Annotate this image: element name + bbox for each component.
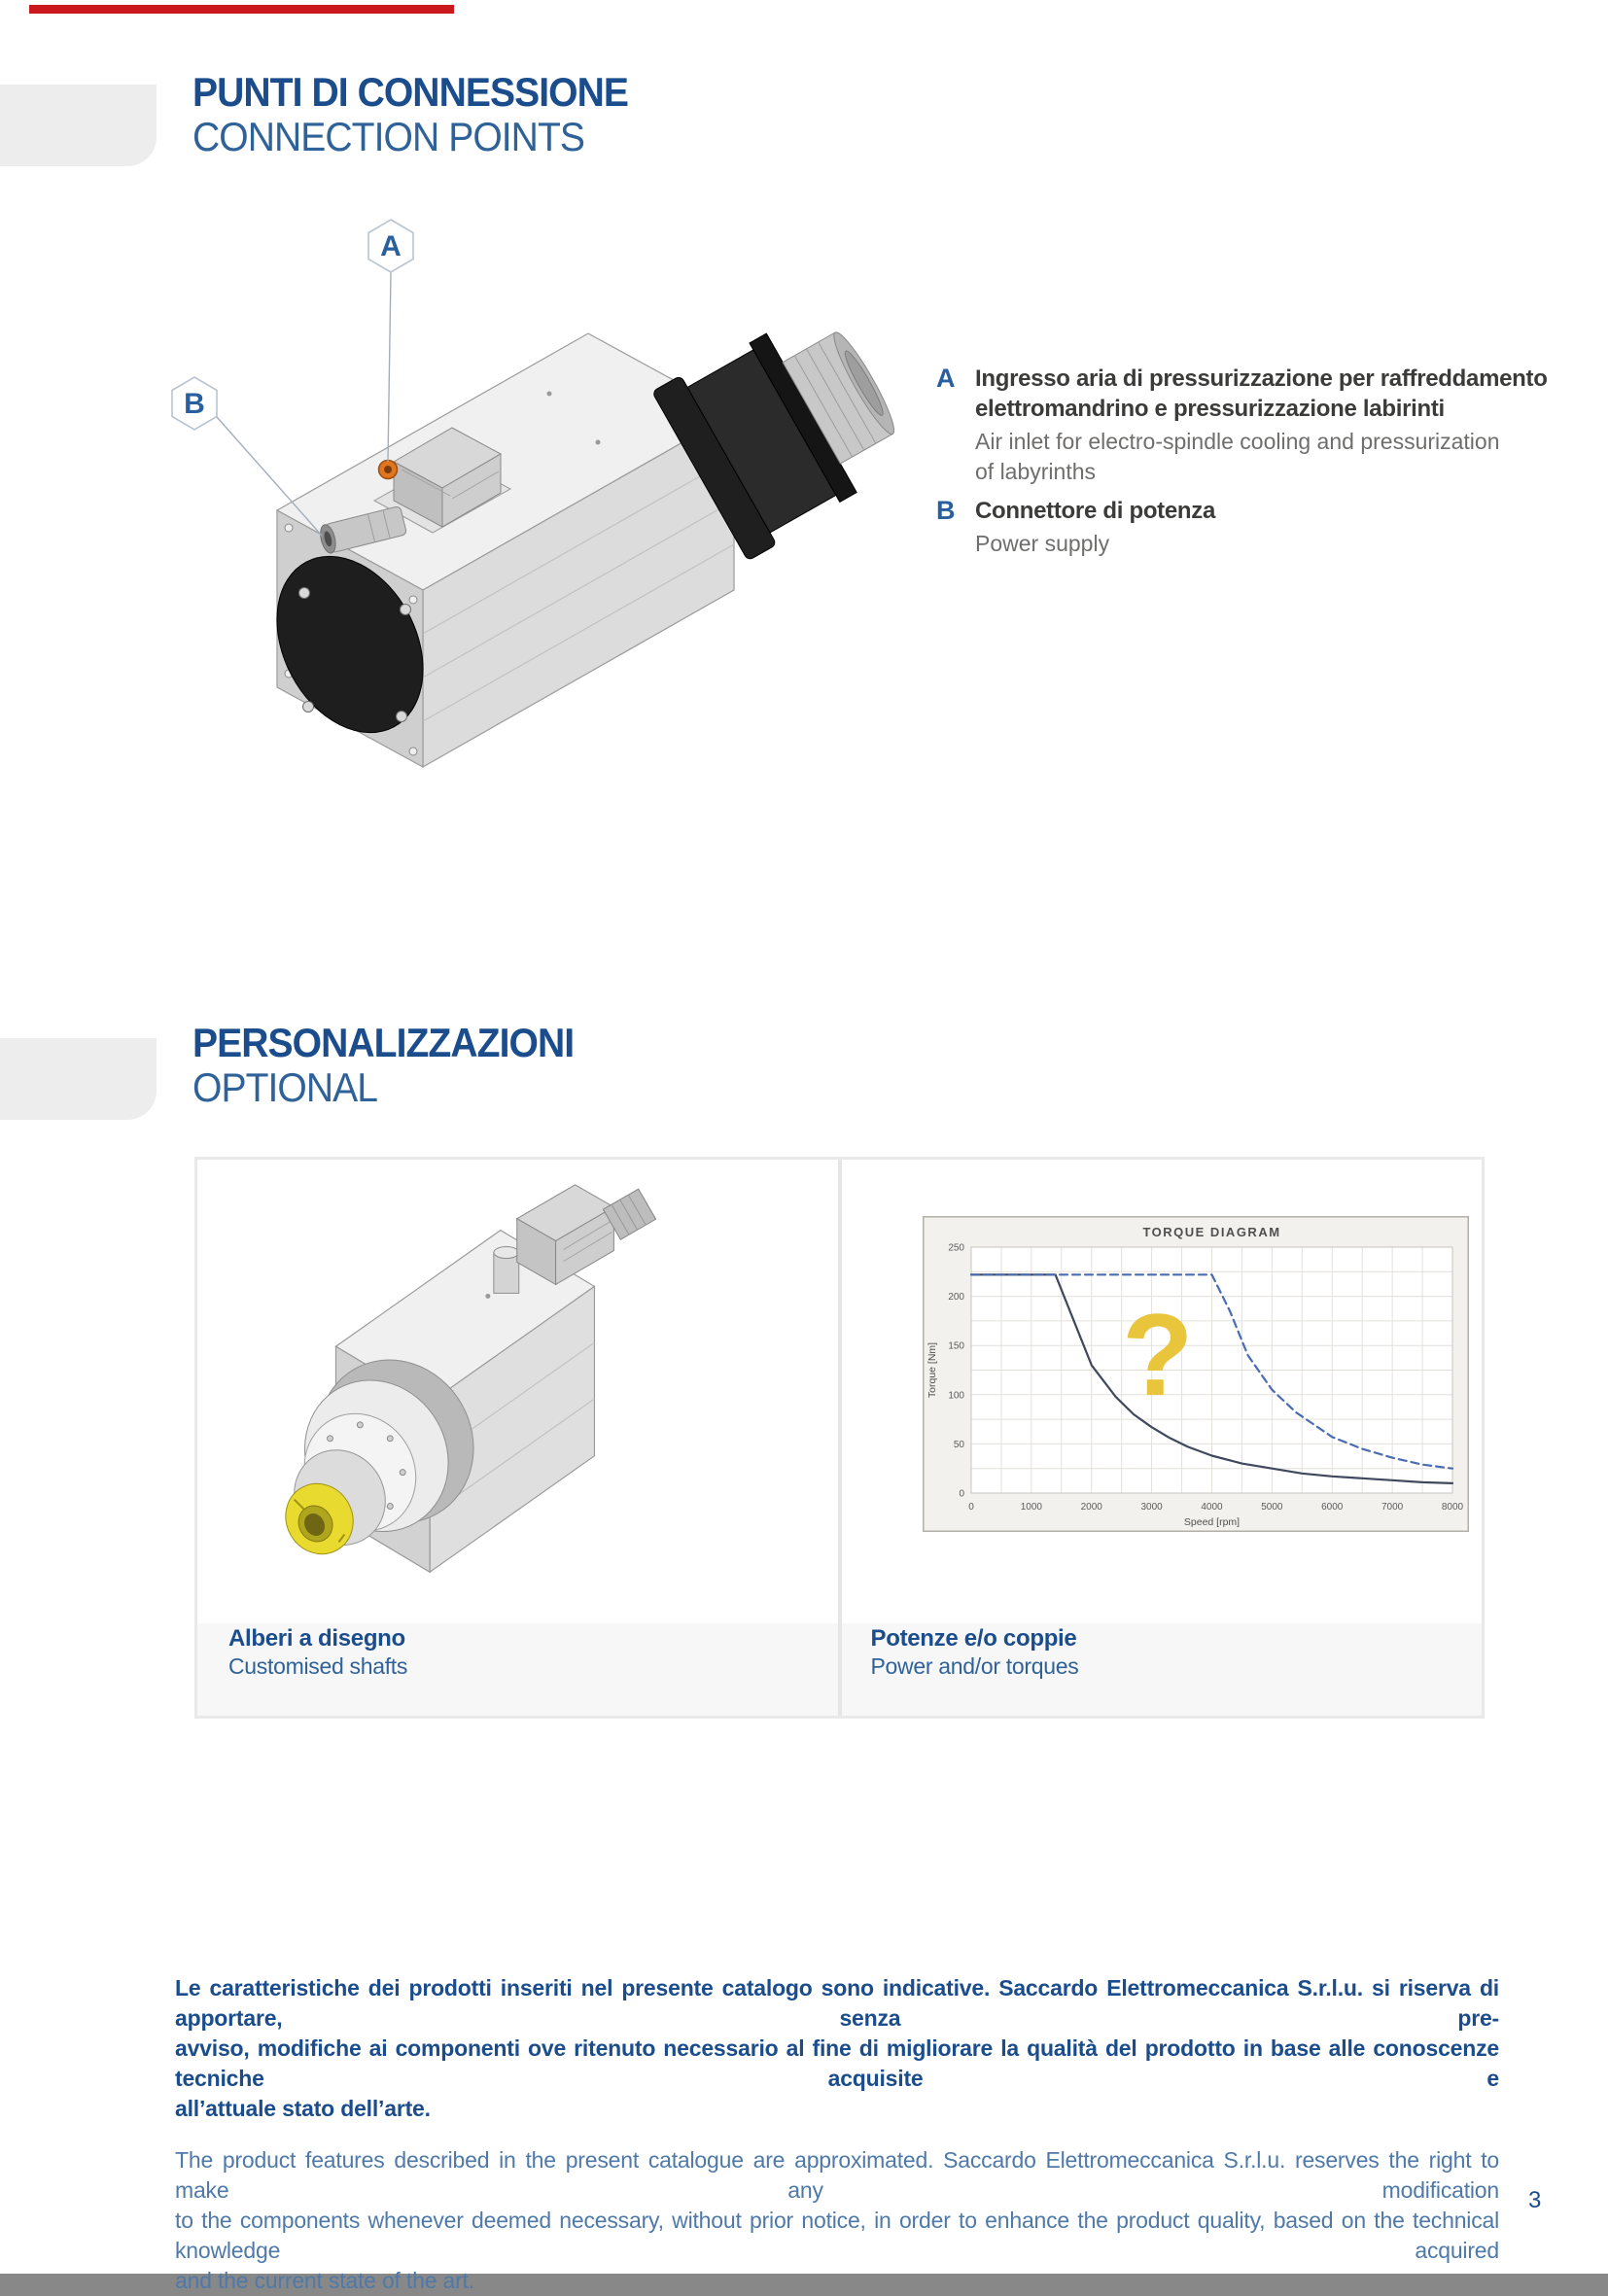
connection-points-list [936, 364, 1548, 568]
section1-heading [192, 70, 661, 159]
page-number: 3 [1528, 2187, 1542, 2213]
svg-text:3000: 3000 [1140, 1502, 1163, 1513]
disclaimer-it-line: avviso, modifiche ai componenti ove ritenuto necessario al fine di migliorare la qualità del prodotto in base alle conoscenze tecniche acquisite e [175, 2035, 1499, 2091]
disclaimer-en-line: and the current state of the art. [175, 2268, 474, 2293]
section2-subtitle: OPTIONAL [192, 1064, 378, 1110]
svg-text:6000: 6000 [1320, 1502, 1343, 1513]
page-title: PUNTI DI CONNESSIONE [192, 69, 629, 115]
svg-text:1000: 1000 [1020, 1502, 1042, 1513]
connection-point-a [936, 364, 1548, 487]
svg-text:5000: 5000 [1260, 1502, 1282, 1513]
svg-text:0: 0 [958, 1488, 964, 1500]
svg-text:TORQUE DIAGRAM: TORQUE DIAGRAM [1141, 1225, 1281, 1239]
caption-en: Customised shafts [228, 1653, 408, 1679]
optional-cell-torques [840, 1160, 1483, 1716]
caption-en: Power and/or torques [870, 1653, 1079, 1679]
section-tab [0, 1038, 157, 1120]
point-text-en: of labyrinths [975, 459, 1097, 484]
svg-text:Speed [rpm]: Speed [rpm] [1183, 1516, 1240, 1528]
svg-text:100: 100 [947, 1390, 964, 1402]
svg-text:2000: 2000 [1080, 1502, 1102, 1513]
caption-customised-shafts [228, 1624, 407, 1681]
svg-text:7000: 7000 [1381, 1502, 1403, 1513]
svg-text:150: 150 [947, 1340, 964, 1352]
section-tab [0, 85, 157, 166]
point-text-en: Air inlet for electro-spindle cooling and pressurization [975, 429, 1500, 454]
point-text-it: Connettore di potenza [975, 498, 1216, 524]
caption-it: Potenze e/o coppie [870, 1625, 1077, 1652]
disclaimer-en-line: to the components whenever deemed necessary, without prior notice, in order to enhance the product quality, based on the technical knowledge acquired [175, 2208, 1499, 2263]
leader-line-b [217, 417, 322, 536]
svg-text:8000: 8000 [1441, 1502, 1463, 1513]
point-key: A [936, 364, 956, 393]
leader-line-a [388, 272, 391, 462]
label-b-letter: B [184, 388, 205, 420]
svg-text:0: 0 [967, 1502, 974, 1513]
customised-spindle-illustration [197, 1160, 840, 1617]
connection-point-b [936, 496, 1500, 559]
page-subtitle: CONNECTION POINTS [192, 114, 585, 159]
torque-chart [923, 1216, 1469, 1532]
svg-text:200: 200 [947, 1292, 964, 1304]
footer-disclaimer [175, 1973, 1499, 2296]
top-accent-bar [29, 5, 454, 14]
section2-heading [192, 1021, 603, 1110]
disclaimer-en-line: The product features described in the present catalogue are approximated. Saccardo Elettromeccanica S.r.l.u. reserves the right to make any modification [175, 2147, 1499, 2203]
label-b-badge [172, 377, 217, 430]
optional-panel [194, 1157, 1485, 1719]
label-a-letter: A [380, 230, 402, 262]
disclaimer-it-line: Le caratteristiche dei prodotti inseriti nel presente catalogo sono indicative. Saccardo Elettromeccanica S.r.l.u. si riserva di apportare, senza pre- [175, 1975, 1499, 2031]
svg-text:Torque [Nm]: Torque [Nm] [926, 1341, 938, 1399]
svg-text:?: ? [1121, 1289, 1193, 1420]
svg-text:50: 50 [953, 1439, 964, 1450]
point-text-it: Ingresso aria di pressurizzazione per raffreddamento [975, 365, 1548, 392]
point-text-it: elettromandrino e pressurizzazione labirinti [975, 396, 1445, 422]
optional-cell-customised-shafts [197, 1160, 840, 1716]
point-text-en: Power supply [975, 531, 1110, 556]
section2-title: PERSONALIZZAZIONI [192, 1020, 575, 1065]
disclaimer-it-line: all’attuale stato dell’arte. [175, 2096, 431, 2121]
svg-text:4000: 4000 [1200, 1502, 1223, 1513]
label-a-badge [368, 220, 413, 272]
panel-divider [838, 1160, 842, 1716]
point-key: B [936, 496, 956, 525]
caption-it: Alberi a disegno [228, 1625, 405, 1652]
svg-text:250: 250 [947, 1242, 964, 1254]
caption-torques [871, 1624, 1079, 1681]
electro-spindle-illustration [131, 219, 890, 814]
